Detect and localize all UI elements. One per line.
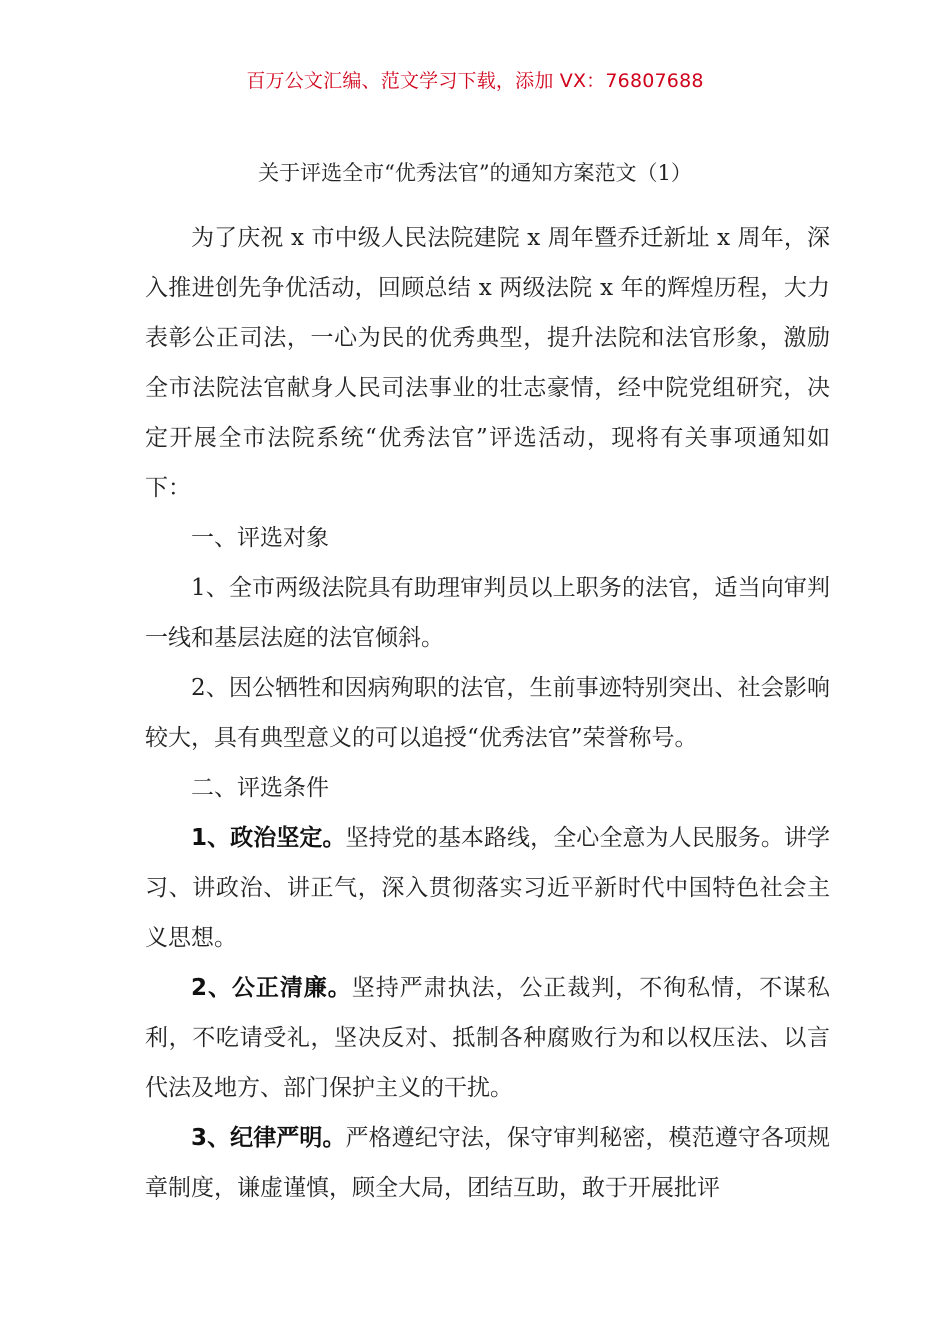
document-body (145, 213, 830, 1213)
target-item-1: 1、全市两级法院具有助理审判员以上职务的法官，适当向审判一线和基层法庭的法官倾斜。 (145, 575, 830, 651)
condition-item-1-lead: 1、政治坚定。 (191, 825, 346, 851)
condition-item-3-text: 严格遵纪守法，保守审判秘密，模范遵守各项规章制度，谦虚谨慎，顾全大局，团结互助，敢于开展批评 (145, 1125, 831, 1201)
condition-item-2-text: 坚持严肃执法，公正裁判，不徇私情，不谋私利，不吃请受礼，坚决反对、抵制各种腐败行为和以权压法、以言代法及地方、部门保护主义的干扰。 (145, 975, 830, 1101)
intro-paragraph: 为了庆祝 x 市中级人民法院建院 x 周年暨乔迁新址 x 周年，深入推进创先争优活动，回顾总结 x 两级法院 x 年的辉煌历程，大力表彰公正司法，一心为民的优秀典型，提升法院和法官形象，激励全市法院法官献身人民司法事业的壮志豪情，经中院党组研究，决定开展全市法院系统“优秀法官”评选活动，现将有关事项通知如下： (145, 225, 830, 501)
condition-item-2-lead: 2、公正清廉。 (191, 975, 352, 1001)
document-title: 关于评选全市“优秀法官”的通知方案范文（1） (258, 161, 692, 185)
target-item-2: 2、因公牺牲和因病殉职的法官，生前事迹特别突出、社会影响较大，具有典型意义的可以追授“优秀法官”荣誉称号。 (145, 675, 830, 751)
condition-item-2 (145, 963, 830, 1113)
condition-item-3-lead: 3、纪律严明。 (191, 1125, 346, 1151)
section-heading-conditions: 二、评选条件 (191, 775, 329, 801)
condition-item-1-text: 坚持党的基本路线，全心全意为人民服务。讲学习、讲政治、讲正气，深入贯彻落实习近平新时代中国特色社会主义思想。 (145, 825, 831, 951)
condition-item-3 (145, 1113, 830, 1213)
header-watermark-note: 百万公文汇编、范文学习下载，添加 VX：76807688 (246, 70, 704, 92)
section-heading-targets: 一、评选对象 (191, 525, 329, 551)
condition-item-1 (145, 813, 830, 963)
